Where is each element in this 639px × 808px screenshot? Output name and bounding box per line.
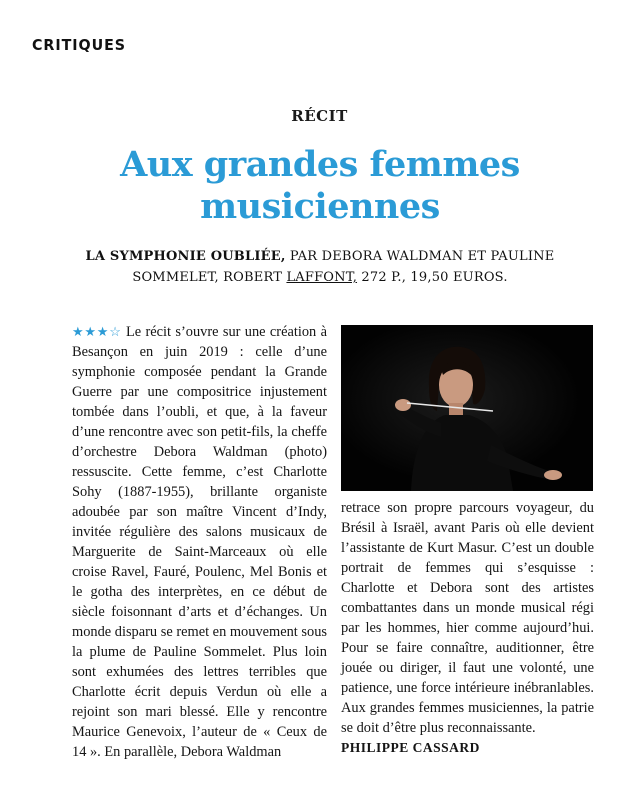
book-details: 272 P., 19,50 EUROS. [361,270,508,285]
conductor-illustration [341,325,593,491]
body-text-left: Le récit s’ouvre sur une création à Besançon en juin 2019 : celle d’une symphonie composée pendant la Grande Guerre par une compositrice injustement tombée dans l’oubli, et que, à la faveur d’une rencontre avec son petit-fils, la cheffe d’orchestre Debora Waldman (photo) ressuscite. Cette femme, c’est Charlotte Sohy (1887-1955), brillante organiste adoubée par son maître Vincent d’Indy, invitée régulière des salons musicaux de Marguerite de Saint-Marceaux où elle croise Ravel, Fauré, Poulenc, Mel Bonis et le gotha des interprètes, en ce début de siècle foisonnant d’arts et d’échanges. Un monde disparu se remet en mouvement sous la plume de Pauline Sommelet. Plus loin sont exhumées des lettres terribles que Charlotte écrit depuis Verdun où elle a rejoint son mari blessé. Elle y rencontre Maurice Genevoix, l’auteur de « Ceux de 14 ». En parallèle, Debora Waldman [72,324,327,760]
article-body-left [72,322,327,762]
section-label: CRITIQUES [32,36,126,54]
article-kicker: RÉCIT [291,107,348,125]
book-publisher: LAFFONT, [286,270,358,285]
article-body-right [341,498,594,758]
book-reference [75,246,565,288]
conductor-photo [341,325,593,491]
rating-stars: ★★★☆ [72,324,122,339]
author-signature: PHILIPPE CASSARD [341,740,480,755]
body-text-right: retrace son propre parcours voyageur, du Brésil à Israël, avant Paris où elle devient l’assistante de Kurt Masur. C’est un double portrait de femmes qui s’esquisse : Charlotte et Debora sont des artistes combattantes dans un monde musical régi par les hommes, hier comme aujourd’hui. Pour se faire connaître, auditionner, être jouée ou diriger, il faut une volonté, une patience, une force intérieure inébranlables. Aux grandes femmes musiciennes, la patrie se doit d’être plus reconnaissante. [341,500,594,736]
article-headline: Aux grandes femmes musiciennes [120,144,520,227]
book-authors: PAR DEBORA WALDMAN ET PAULINE SOMMELET, ROBERT [132,249,555,285]
book-title: LA SYMPHONIE OUBLIÉE, [85,249,286,264]
